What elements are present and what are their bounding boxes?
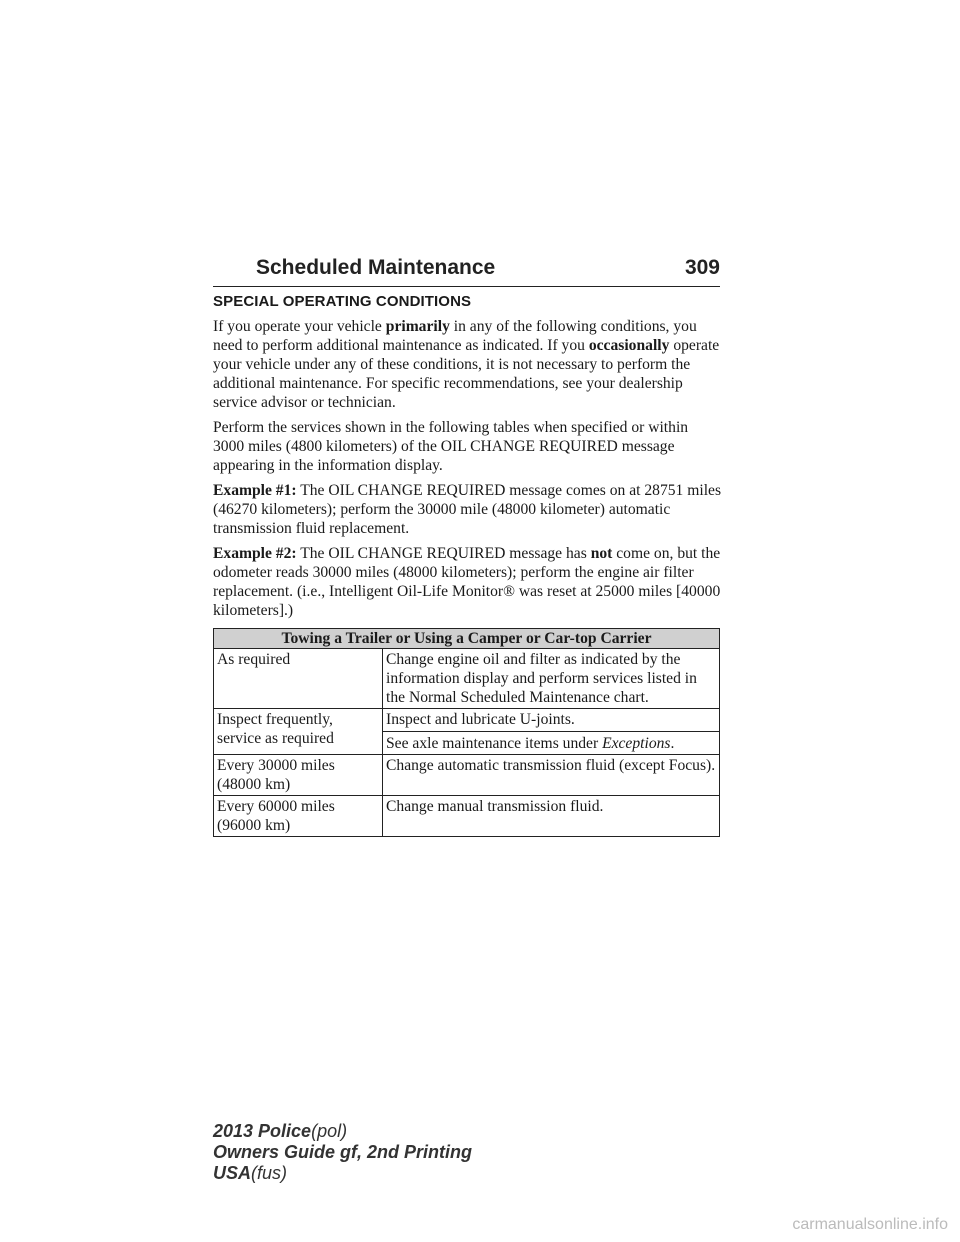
- axle-text-b: .: [670, 735, 675, 752]
- footer-model: 2013 Police: [213, 1121, 312, 1141]
- exceptions-reference: Exceptions: [602, 735, 671, 752]
- interval-cell: Every 30000 miles (48000 km): [214, 755, 383, 796]
- watermark: carmanualsonline.info: [792, 1216, 948, 1233]
- table-header-row: [214, 629, 720, 649]
- example-2: [213, 544, 723, 620]
- interval-cell: Inspect frequently, service as required: [214, 709, 383, 755]
- axle-text-a: See axle maintenance items under: [386, 735, 603, 752]
- table-heading: Towing a Trailer or Using a Camper or Car-top Carrier: [214, 629, 720, 649]
- footer-line-2: Owners Guide gf, 2nd Printing: [213, 1142, 473, 1162]
- example-2-text-a: The OIL CHANGE REQUIRED message has: [296, 545, 591, 562]
- service-line-ujoints: Inspect and lubricate U-joints.: [386, 711, 575, 728]
- interval-cell: Every 60000 miles (96000 km): [214, 796, 383, 837]
- section-title: SPECIAL OPERATING CONDITIONS: [213, 293, 472, 310]
- table-row: [214, 709, 720, 755]
- intro-bold-primarily: primarily: [385, 318, 450, 335]
- footer-model-code: (pol): [311, 1121, 348, 1141]
- intro-text-b: in any of the following conditions, you need to perform additional maintenance as indicated. If you: [213, 318, 697, 354]
- service-cell: Change engine oil and filter as indicated by the information display and perform services listed in the Normal Scheduled Maintenance chart.: [383, 649, 720, 709]
- footer-line-3: [213, 1163, 472, 1184]
- intro-text-a: If you operate your vehicle: [213, 318, 386, 335]
- page-header: [213, 256, 720, 287]
- footer-market: USA: [213, 1163, 252, 1183]
- intro-bold-occasionally: occasionally: [588, 337, 670, 354]
- intro-paragraph: [213, 317, 723, 412]
- chapter-title: Scheduled Maintenance: [256, 256, 496, 279]
- example-1: [213, 481, 723, 538]
- service-cell: Change automatic transmission fluid (except Focus).: [383, 755, 720, 796]
- page-content: [213, 292, 723, 837]
- footer-line-1: [213, 1121, 472, 1142]
- intro-text-c: operate your vehicle under any of these conditions, it is not necessary to perform the additional maintenance. For specific recommendations, see your dealership service advisor or technician.: [213, 337, 720, 411]
- page-number: 309: [684, 256, 720, 279]
- service-cell: [383, 709, 720, 755]
- interval-cell: As required: [214, 649, 383, 709]
- service-line-axle: [383, 731, 719, 753]
- table-row: [214, 796, 720, 837]
- example-2-bold-not: not: [590, 545, 613, 562]
- services-paragraph: Perform the services shown in the following tables when specified or within 3000 miles (4800 kilometers) of the OIL CHANGE REQUIRED message appearing in the information display.: [213, 419, 689, 474]
- table-row: [214, 755, 720, 796]
- maintenance-table: [213, 628, 720, 837]
- example-1-label: Example #1:: [213, 482, 297, 499]
- table-row: [214, 649, 720, 709]
- example-2-label: Example #2:: [213, 545, 297, 562]
- service-cell: Change manual transmission fluid.: [383, 796, 720, 837]
- example-2-text-b: come on, but the odometer reads 30000 miles (48000 kilometers); perform the engine air filter replacement. (i.e., Intelligent Oil-Life Monitor® was reset at 25000 miles [40000 kilometers].): [213, 545, 721, 619]
- print-footer: [213, 1121, 472, 1184]
- example-1-text: The OIL CHANGE REQUIRED message comes on at 28751 miles (46270 kilometers); perform the 30000 mile (48000 kilometer) automatic transmission fluid replacement.: [213, 482, 722, 537]
- footer-market-code: (fus): [251, 1163, 288, 1183]
